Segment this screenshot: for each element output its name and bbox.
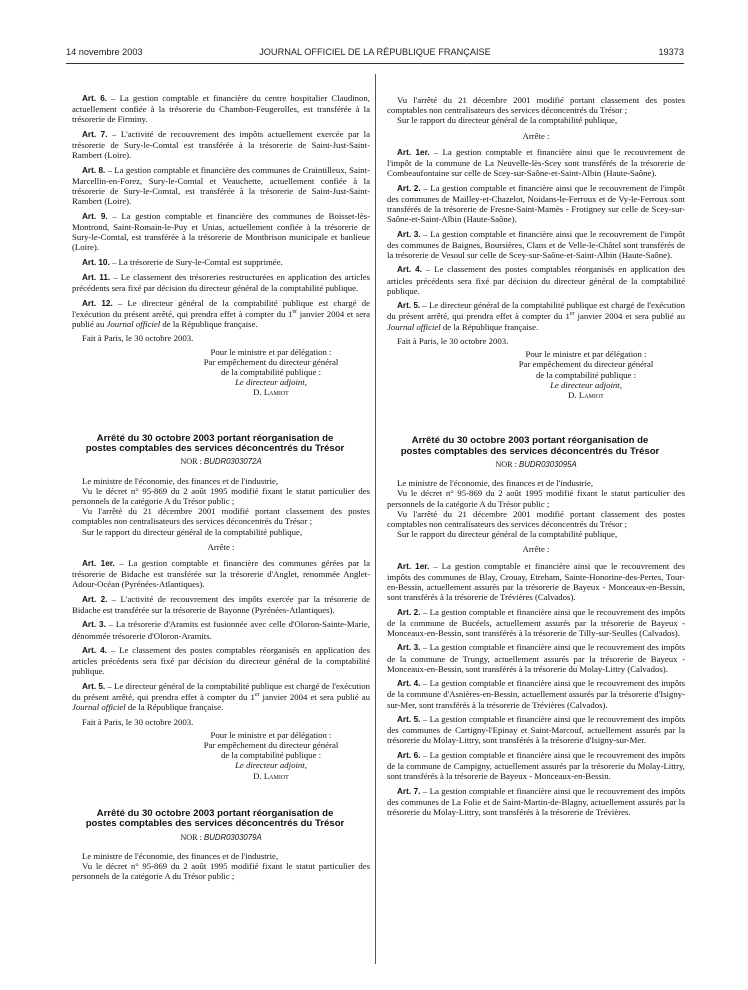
- preamble: Le ministre de l'économie, des finances et de l'industrie,: [82, 475, 279, 486]
- article-text: – La gestion comptable et financière ainsi que le recouvrement des impôts de la commune de Campigny, actuellement assurés par la trésorerie du Molay-Littry, sont transférés à la trésorerie de Bayeux - Monceaux-en-Bessin.: [387, 749, 685, 782]
- article-label: Art. 11.: [82, 272, 111, 282]
- sig-role: Le directeur adjoint,: [550, 379, 622, 390]
- preamble: Sur le rapport du directeur général de la comptabilité publique,: [397, 115, 618, 126]
- article-text: – La trésorerie d'Aramits est fusionnée avec celle d'Oloron-Sainte-Marie, dénommée trésorerie d'Oloron-Aramits.: [72, 619, 370, 641]
- preamble: Le ministre de l'économie, des finances et de l'industrie,: [82, 850, 279, 861]
- journal-title: JOURNAL OFFICIEL DE LA RÉPUBLIQUE FRANÇAISE: [259, 47, 491, 57]
- sig-line: Pour le ministre et par délégation :: [210, 729, 332, 740]
- nor-code: BUDR0303079A: [204, 832, 262, 842]
- sig-name: D. Lamiot: [253, 770, 289, 781]
- article-7: [387, 786, 685, 818]
- header-rule: [66, 63, 684, 64]
- article-text: janvier 2004 et sera publié au: [72, 308, 370, 329]
- nor-label: NOR :: [180, 457, 204, 467]
- preamble: Vu le décret n° 95-869 du 2 août 1995 modifié fixant le statut particulier des personnels de la catégorie A du Trésor public ;: [72, 861, 370, 882]
- journal-officiel-italic: Journal officiel: [387, 321, 441, 332]
- nor-reference: [72, 457, 370, 467]
- article-label: Art. 1er.: [82, 559, 115, 569]
- article-text: – La gestion comptable et financière ainsi que le recouvrement des impôts des communes de Cartigny-l'Epinay et Saint-Marcouf, actuellement assurés par la trésorerie du Molay-Littry, sont transférés à la trésorerie d'Isigny-sur-Mer.: [387, 714, 685, 746]
- sig-role: Le directeur adjoint,: [235, 760, 307, 771]
- article-text: – La gestion comptable et financière des communes de Boisset-lès-Montrond, Saint-Romain-le-Puy et Unias, actuellement confiée à la trésorerie de Sury-le-Comtal, est transférée à la trésorerie de Montbrison municipale et banlieue (Loire).: [72, 210, 370, 253]
- article-label: Art. 3.: [397, 229, 421, 239]
- sig-name: D. Lamiot: [253, 387, 289, 398]
- nor-code: BUDR0303095A: [519, 460, 577, 470]
- article-text: – Le directeur général de la comptabilité publique est chargé de l'exécution du présent arrêté, qui prendra effet à compter du 1: [387, 300, 685, 322]
- superscript: er: [254, 692, 260, 699]
- article-text: – La gestion comptable et financière des communes de Craintilleux, Saint-Marcellin-en-Forez, Sury-le-Comtal et Veauchette, actuellement confiée à la trésorerie de Sury-le-Comtal, est transférée à la trésorerie de Saint-Just-Saint-Rambert (Loire).: [72, 164, 370, 207]
- sig-line: de la comptabilité publique :: [535, 369, 637, 380]
- article-label: Art. 4.: [397, 679, 421, 689]
- decree-title: Arrêté du 30 octobre 2003 portant réorganisation de postes comptables des services déconcentrés du Trésor: [85, 807, 345, 830]
- article-7: [72, 129, 370, 161]
- journal-officiel-italic: Journal officiel: [106, 318, 161, 329]
- article-label: Art. 7.: [82, 129, 108, 139]
- article-text: – L'activité de recouvrement des impôts exercée par la trésorerie de Bidache est transférée sur la trésorerie de Bayonne (Pyrénées-Atlantiques).: [72, 593, 370, 616]
- article-6: [387, 750, 685, 782]
- preamble: Vu le décret n° 95-869 du 2 août 1995 modifié fixant le statut particulier des personnels de la catégorie A du Trésor public ;: [387, 488, 685, 509]
- page-header: [66, 47, 684, 61]
- sig-role: Le directeur adjoint,: [235, 377, 307, 388]
- superscript: er: [569, 311, 575, 318]
- article-6: [72, 93, 370, 125]
- article-label: Art. 6.: [82, 94, 108, 103]
- article-5: [72, 681, 370, 713]
- decree-title: Arrêté du 30 octobre 2003 portant réorganisation de postes comptables des services déconcentrés du Trésor: [400, 435, 660, 457]
- article-4: [387, 264, 685, 296]
- nor-code: BUDR0303072A: [204, 457, 262, 467]
- article-label: Art. 5.: [397, 715, 421, 725]
- article-label: Art. 9.: [82, 211, 108, 221]
- signature-block: [487, 349, 685, 400]
- fait-a-paris: Fait à Paris, le 30 octobre 2003.: [82, 716, 194, 727]
- article-5: [387, 300, 685, 332]
- fait-a-paris: Fait à Paris, le 30 octobre 2003.: [397, 336, 509, 346]
- fait-a-paris: Fait à Paris, le 30 octobre 2003.: [82, 333, 194, 344]
- article-text: – La gestion comptable et financière ainsi que le recouvrement de l'impôt des communes de Mailley-et-Chazelot, Noidans-le-Ferroux et de Vy-le-Ferroux sont transférés de la trésorerie de Fresne-Saint-Mamès - Frotigney sur celle de Scey-sur-Saône-et-Saint-Albin (Haute-Saône).: [387, 182, 685, 225]
- article-label: Art. 12.: [82, 298, 113, 308]
- arrete-heading: Arrête :: [207, 541, 235, 552]
- article-label: Art. 5.: [82, 681, 106, 691]
- article-1: [72, 558, 370, 590]
- signature-block: [172, 730, 370, 781]
- article-4: [387, 678, 685, 710]
- preamble: Sur le rapport du directeur général de la comptabilité publique,: [397, 529, 618, 540]
- preamble: Vu l'arrêté du 21 décembre 2001 modifié portant classement des postes comptables non centralisateurs des services déconcentrés du Trésor ;: [72, 506, 370, 527]
- column-divider: [375, 74, 376, 964]
- sig-line: Pour le ministre et par délégation :: [525, 349, 647, 360]
- article-text: – La gestion comptable et financière des communes gérées par la trésorerie de Bidache est transférée sur la trésorerie d'Anglet, renommée Anglet-Adour-Océan (Pyrénées-Atlantiques).: [72, 558, 370, 590]
- preamble: Vu l'arrêté du 21 décembre 2001 modifié portant classement des postes comptables non centralisateurs des services déconcentrés du Trésor ;: [387, 95, 685, 116]
- article-text: – La trésorerie de Sury-le-Comtal est supprimée.: [109, 256, 283, 267]
- article-label: Art. 2.: [397, 607, 421, 617]
- article-label: Art. 8.: [82, 165, 106, 175]
- article-text: – Le classement des trésoreries restructurées en application des articles précédents sera fixé par décision du directeur général de la comptabilité publique.: [72, 271, 370, 294]
- preamble: Vu l'arrêté du 21 décembre 2001 modifié portant classement des postes comptables non centralisateurs des services déconcentrés du Trésor ;: [387, 508, 685, 530]
- article-label: Art. 7.: [397, 786, 421, 796]
- article-label: Art. 4.: [397, 265, 422, 275]
- article-2: [72, 594, 370, 615]
- nor-label: NOR :: [180, 832, 204, 842]
- nor-reference: [387, 460, 685, 470]
- article-label: Art. 1er.: [397, 561, 430, 571]
- sig-name: D. Lamiot: [568, 390, 604, 401]
- article-text: de la République française.: [125, 702, 224, 713]
- decree-title: Arrêté du 30 octobre 2003 portant réorganisation de postes comptables des services déconcentrés du Trésor: [85, 432, 345, 454]
- article-text: – La gestion comptable et financière ainsi que le recouvrement des impôts des communes de Blay, Crouay, Etreham, Sainte-Honorine-des-Pertes, Tour-en-Bessin, actuellement assurés par la trésorerie de Bayeux - Monceaux-en-Bessin, sont transférés à la trésorerie de Trévières (Calvados).: [387, 560, 685, 603]
- article-text: janvier 2004 et sera publié au: [259, 692, 370, 703]
- article-text: – La gestion comptable et financière ainsi que le recouvrement de l'impôt de la commune de La Neuvelle-lès-Scey sont transférés de la trésorerie de Combeaufontaine sur celle de Scey-sur-Saône-et-Saint-Albin (Haute-Saône).: [387, 146, 685, 179]
- header-date: 14 novembre 2003: [66, 47, 143, 57]
- left-column: [72, 93, 370, 881]
- article-label: Art. 6.: [397, 750, 421, 760]
- right-column: [387, 95, 685, 821]
- superscript: er: [292, 308, 298, 315]
- preamble: Sur le rapport du directeur général de la comptabilité publique,: [82, 526, 303, 537]
- signature-block: [172, 347, 370, 398]
- nor-reference: [72, 833, 370, 843]
- article-text: – L'activité de recouvrement des impôts actuellement exercée par la trésorerie de Sury-le-Comtal est transférée à la trésorerie de Saint-Just-Saint-Rambert (Loire).: [72, 128, 370, 161]
- article-text: – Le classement des postes comptables réorganisés en application des articles précédents sera fixé par décision du directeur général de la comptabilité publique.: [387, 264, 685, 296]
- sig-line: Par empêchement du directeur général: [518, 359, 654, 370]
- article-text: de la République française.: [440, 321, 539, 332]
- article-1: [387, 147, 685, 179]
- article-3: [72, 619, 370, 640]
- arrete-heading: Arrête :: [522, 544, 550, 555]
- article-text: – Le classement des postes comptables réorganisés en application des articles précédents sera fixé par décision du directeur général de la comptabilité publique.: [72, 645, 370, 677]
- sig-line: Par empêchement du directeur général: [203, 356, 339, 367]
- article-text: – Le directeur général de la comptabilité publique est chargé de l'exécution du présent arrêté, qui prendra effet à compter du 1: [72, 680, 370, 703]
- article-label: Art. 2.: [397, 183, 421, 193]
- article-label: Art. 3.: [397, 643, 421, 653]
- article-text: de la République française.: [160, 318, 258, 329]
- article-text: – La gestion comptable et financière ainsi que le recouvrement des impôts de la commune de Bucéels, actuellement assurés par la trésorerie de Bayeux - Monceaux-en-Bessin, sont transférés à la trésorerie de Tilly-sur-Seulles (Calvados).: [387, 606, 685, 639]
- article-1: [387, 561, 685, 603]
- article-text: – Le directeur général de la comptabilité publique est chargé de l'exécution du présent arrêté, qui prendra effet à compter du 1: [72, 297, 370, 319]
- preamble: Vu le décret n° 95-869 du 2 août 1995 modifié fixant le statut particulier des personnels de la catégorie A du Trésor public ;: [72, 485, 370, 507]
- article-text: – La gestion comptable et financière ainsi que le recouvrement des impôts des communes de La Folie et de Saint-Martin-de-Blagny, actuellement assurés par la trésorerie du Molay-Littry, sont transférés à la trésorerie de Trévières.: [387, 785, 685, 818]
- article-8: [72, 165, 370, 207]
- article-10: [72, 257, 370, 268]
- sig-line: de la comptabilité publique :: [220, 366, 322, 377]
- sig-line: Pour le ministre et par délégation :: [210, 346, 332, 357]
- article-label: Art. 4.: [82, 646, 107, 656]
- article-label: Art. 3.: [82, 620, 106, 630]
- article-3: [387, 229, 685, 261]
- article-text: – La gestion comptable et financière ainsi que le recouvrement des impôts de la commune d'Asnières-en-Bessin, actuellement assurés par la trésorerie d'Isigny-sur-Mer, sont transférés à la trésorerie de Trévières (Calvados).: [387, 678, 685, 710]
- journal-officiel-italic: Journal officiel: [72, 702, 126, 713]
- article-text: – La gestion comptable et financière ainsi que le recouvrement des impôts de la commune de Trungy, actuellement assurés par la trésorerie de Bayeux - Monceaux-en-Bessin, sont transférés à la trésorerie du Molay-Littry (Calvados).: [387, 642, 685, 674]
- article-3: [387, 642, 685, 674]
- preamble: Le ministre de l'économie, des finances et de l'industrie,: [397, 478, 594, 489]
- page-number: 19373: [658, 47, 684, 57]
- article-text: – La gestion comptable et financière ainsi que le recouvrement de l'impôt des communes de Baignes, Boursières, Clans et de Velle-le-Châtel sont transférés de la trésorerie de Vesoul sur celle de Scey-sur-Saône-et-Saint-Albin (Haute-Saône).: [387, 228, 685, 261]
- article-9: [72, 211, 370, 253]
- article-12: [72, 298, 370, 330]
- article-5: [387, 714, 685, 746]
- article-2: [387, 607, 685, 639]
- article-text: – La gestion comptable et financière du centre hospitalier Claudinon, actuellement confiée à la trésorerie du Chambon-Feugerolles, est transférée à la trésorerie de Firminy.: [72, 93, 370, 125]
- sig-line: de la comptabilité publique :: [220, 750, 322, 761]
- nor-label: NOR :: [495, 460, 519, 470]
- article-2: [387, 183, 685, 225]
- article-label: Art. 1er.: [397, 147, 430, 157]
- article-label: Art. 5.: [397, 301, 421, 311]
- sig-line: Par empêchement du directeur général: [203, 740, 339, 751]
- article-4: [72, 645, 370, 677]
- article-text: janvier 2004 et sera publié au: [574, 311, 685, 322]
- arrete-heading: Arrête :: [522, 130, 550, 141]
- article-label: Art. 10.: [82, 257, 110, 267]
- article-11: [72, 272, 370, 293]
- article-label: Art. 2.: [82, 594, 108, 604]
